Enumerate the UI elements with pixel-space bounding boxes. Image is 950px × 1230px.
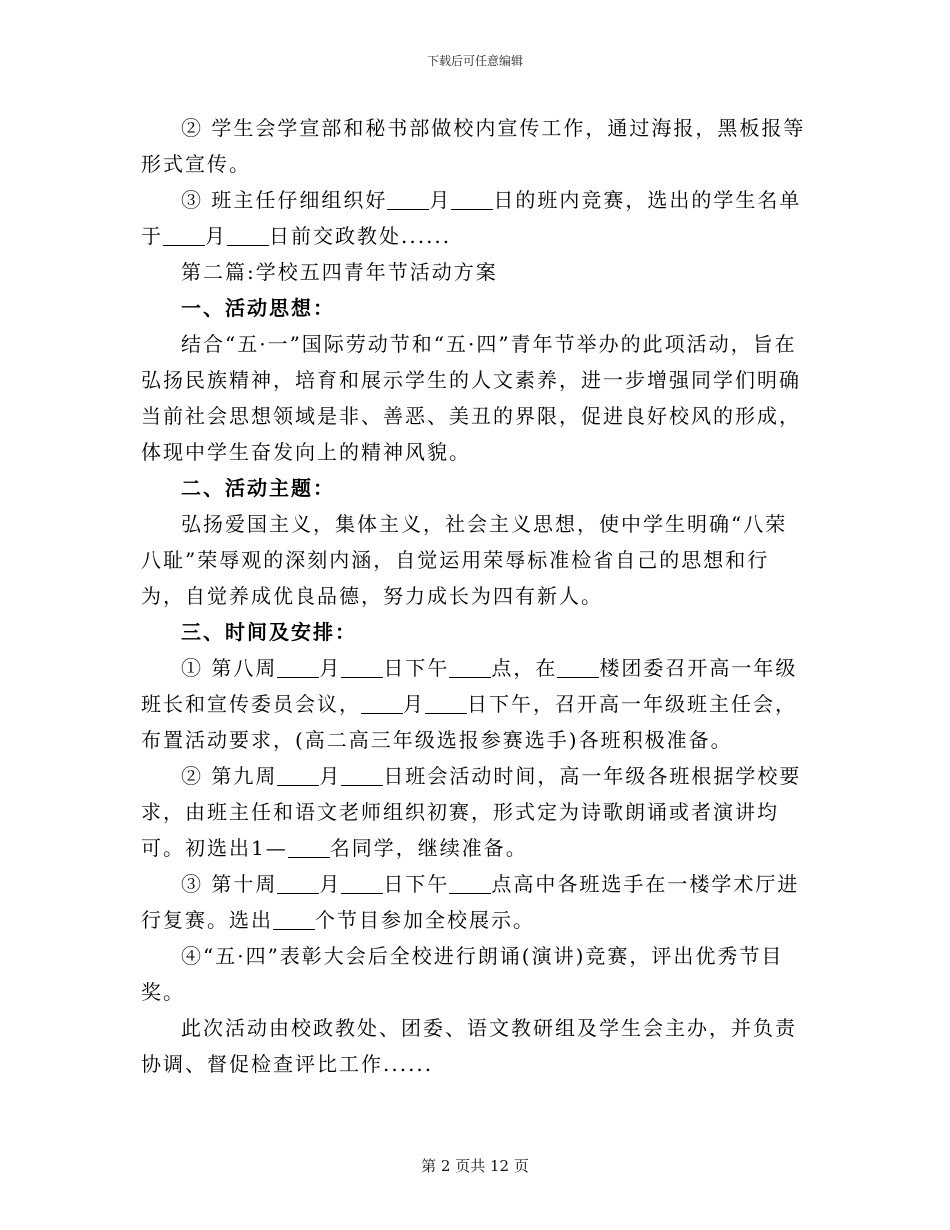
section-title (141, 254, 807, 290)
text-segment: 楼团委召开高一年级班长和宣传委员会议， (141, 656, 798, 716)
paragraph-activity-idea (141, 326, 807, 470)
text-segment: ③ 第十周 (181, 872, 278, 896)
blank-underline (425, 693, 467, 714)
text-segment: 日下午 (383, 872, 450, 896)
text-segment: ② 学生会学宣部和秘书部做校内宣传工作，通过海报，黑板报等形式宣传。 (141, 116, 806, 176)
blank-underline (361, 693, 403, 714)
heading-activity-theme (141, 470, 807, 506)
blank-underline (273, 909, 315, 930)
text-segment: 此次活动由校政教处、团委、语文教研组及学生会主办，并负责协调、督促检查评比工作...... (141, 1016, 797, 1076)
text-segment: 二、活动主题： (181, 476, 335, 500)
text-segment: ④“五·四”表彰大会后全校进行朗诵(演讲)竞赛，评出优秀节目奖。 (141, 944, 784, 1004)
paragraph-week-nine (141, 758, 807, 866)
paragraph-propaganda (141, 110, 807, 182)
text-segment: 点，在 (491, 656, 558, 680)
blank-underline (451, 189, 493, 210)
text-segment: 月 (319, 872, 342, 896)
text-segment: 弘扬爱国主义，集体主义，社会主义思想，使中学生明确“八荣八耻”荣辱观的深刻内涵，自觉运用荣辱标准检省自己的思想和行为，自觉养成优良品德，努力成长为四有新人。 (141, 512, 788, 608)
heading-schedule (141, 614, 807, 650)
blank-underline (341, 765, 383, 786)
blank-underline (449, 873, 491, 894)
blank-underline (557, 657, 599, 678)
text-segment: ③ 班主任仔细组织好 (181, 188, 388, 212)
paragraph-may-fourth-contest (141, 938, 807, 1010)
document-body (141, 110, 807, 1082)
blank-underline (341, 873, 383, 894)
heading-activity-idea (141, 290, 807, 326)
text-segment: ① 第八周 (181, 656, 278, 680)
text-segment: 三、时间及安排： (181, 620, 357, 644)
text-segment: 名同学，继续准备。 (329, 836, 528, 860)
text-segment: 月 (319, 764, 342, 788)
text-segment: ② 第九周 (181, 764, 278, 788)
paragraph-activity-theme (141, 506, 807, 614)
text-segment: 月 (319, 656, 342, 680)
blank-underline (163, 225, 205, 246)
text-segment: 月 (403, 692, 425, 716)
text-segment: 一、活动思想： (181, 296, 335, 320)
blank-underline (341, 657, 383, 678)
blank-underline (288, 837, 330, 858)
text-segment: 月 (205, 224, 227, 248)
page-header: 下载后可任意编辑 (426, 54, 523, 68)
page-footer: 第 2 页共 12 页 (421, 1157, 529, 1175)
blank-underline (277, 657, 319, 678)
text-segment: 日下午，召开高一年级班主任会，布置活动要求，(高二高三年级选报参赛选手)各班积极准备。 (141, 692, 797, 752)
paragraph-week-ten (141, 866, 807, 938)
blank-underline (387, 189, 429, 210)
text-segment: 结合“五·一”国际劳动节和“五·四”青年节举办的此项活动，旨在弘扬民族精神，培育和展示学生的人文素养，进一步增强同学们明确当前社会思想领域是非、善恶、美丑的界限，促进良好校风的形成，体现中学生奋发向上的精神风貌。 (141, 332, 801, 464)
text-segment: 点高中各班选手在一楼学术厅进行复赛。选出 (141, 872, 800, 932)
blank-underline (277, 765, 319, 786)
blank-underline (449, 657, 491, 678)
text-segment: 第二篇:学校五四青年节活动方案 (181, 260, 498, 284)
text-segment: 日的班内竞赛，选出的学生名单于 (141, 188, 802, 248)
text-segment: 日下午 (383, 656, 450, 680)
text-segment: 个节目参加全校展示。 (315, 908, 535, 932)
blank-underline (227, 225, 269, 246)
paragraph-week-eight (141, 650, 807, 758)
text-segment: 日班会活动时间，高一年级各班根据学校要求，由班主任和语文老师组织初赛，形式定为诗歌朗诵或者演讲均可。初选出1— (141, 764, 802, 860)
text-segment: 月 (429, 188, 452, 212)
blank-underline (277, 873, 319, 894)
paragraph-organizers (141, 1010, 807, 1082)
paragraph-class-competition (141, 182, 807, 254)
text-segment: 日前交政教处...... (269, 224, 452, 248)
